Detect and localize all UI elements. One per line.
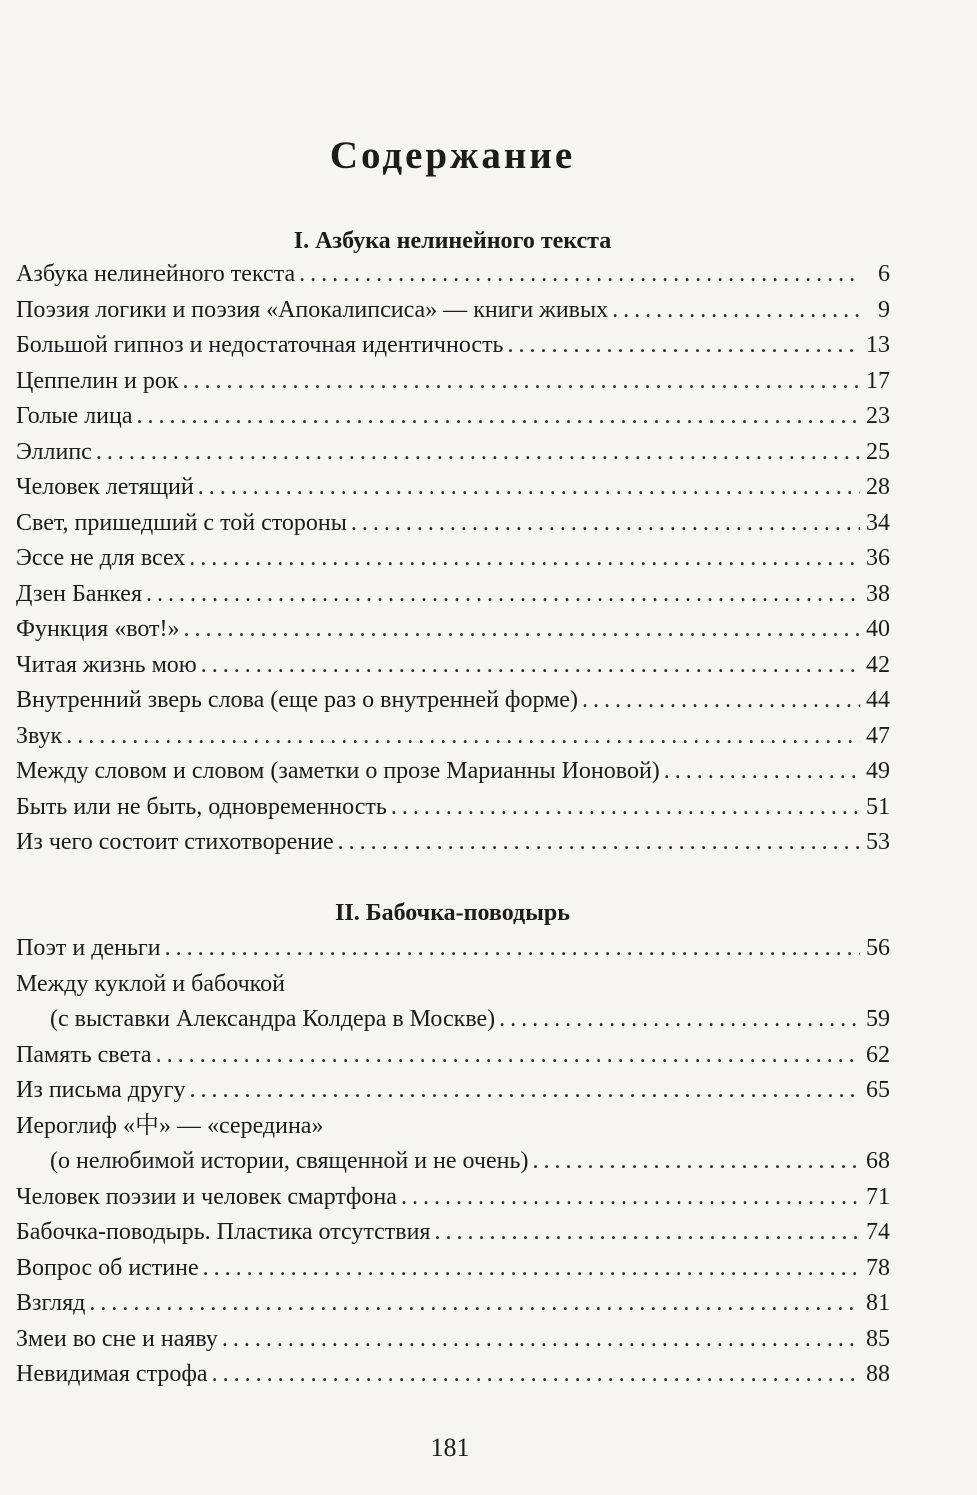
toc-entry-page-number: 68 bbox=[866, 1148, 890, 1174]
toc-entry-page-number: 23 bbox=[866, 403, 890, 429]
dot-leader bbox=[582, 683, 860, 719]
dot-leader bbox=[664, 754, 860, 790]
toc-entry-page-number: 34 bbox=[866, 509, 890, 536]
toc-entry-title: Звук bbox=[16, 722, 63, 749]
toc-entry-row bbox=[16, 1215, 890, 1251]
toc-entry-title: Вопрос об истине bbox=[16, 1254, 199, 1281]
toc-entry-title: Из чего состоит стихотворение bbox=[16, 829, 334, 855]
dot-leader bbox=[89, 1286, 860, 1322]
toc-entry bbox=[16, 257, 890, 293]
toc-entry-row bbox=[16, 1180, 890, 1216]
toc-entry-title: Из письма другу bbox=[16, 1077, 186, 1103]
toc-entry-title: Свет, пришедший с той стороны bbox=[16, 509, 347, 536]
toc-entry-page-number: 56 bbox=[866, 935, 890, 961]
toc-entry-row bbox=[16, 364, 890, 400]
toc-entry-page-number: 6 bbox=[878, 261, 890, 287]
dot-leader bbox=[532, 1144, 860, 1180]
toc-entry-title: Между куклой и бабочкой bbox=[16, 970, 285, 997]
toc-entry bbox=[16, 364, 890, 400]
toc-entry-page-number: 85 bbox=[866, 1325, 890, 1352]
toc-entry bbox=[16, 293, 890, 329]
toc-entry-page-number: 53 bbox=[866, 829, 890, 855]
toc-entry-row bbox=[16, 1286, 890, 1322]
toc-entry bbox=[16, 399, 890, 435]
dot-leader bbox=[351, 506, 860, 542]
dot-leader bbox=[499, 1002, 860, 1038]
toc-entry-row bbox=[16, 577, 890, 613]
toc-entry-row bbox=[16, 1073, 890, 1109]
toc-entry bbox=[16, 328, 890, 364]
toc-entry-row bbox=[16, 257, 890, 293]
toc-entry bbox=[16, 470, 890, 506]
toc-entry-row bbox=[16, 790, 890, 826]
toc-section-list bbox=[16, 931, 890, 1393]
dot-leader bbox=[96, 435, 860, 471]
toc-entry-page-number: 65 bbox=[866, 1077, 890, 1103]
toc-entry-title: Поэт и деньги bbox=[16, 935, 161, 961]
dot-leader bbox=[190, 1073, 860, 1109]
toc-entry-title: Невидимая строфа bbox=[16, 1361, 208, 1387]
toc-entry-row bbox=[16, 1357, 890, 1393]
toc-entry-row bbox=[16, 719, 890, 755]
dot-leader bbox=[137, 399, 860, 435]
toc-entry-page-number: 40 bbox=[866, 616, 890, 642]
toc-entry bbox=[16, 1073, 890, 1109]
toc-entry-title: Функция «вот!» bbox=[16, 616, 180, 642]
toc-entry bbox=[16, 825, 890, 861]
toc-entry-row bbox=[16, 435, 890, 471]
dot-leader bbox=[434, 1215, 860, 1251]
toc-entry bbox=[16, 719, 890, 755]
toc-entry-title: Человек летящий bbox=[16, 474, 194, 500]
toc-entry-title: Внутренний зверь слова (еще раз о внутренней форме) bbox=[16, 687, 578, 713]
toc-entry-page-number: 71 bbox=[866, 1183, 890, 1210]
toc-entry bbox=[16, 541, 890, 577]
toc-entry bbox=[16, 931, 890, 967]
toc-entry-page-number: 13 bbox=[866, 332, 890, 358]
dot-leader bbox=[222, 1322, 860, 1358]
dot-leader bbox=[183, 364, 861, 400]
toc-entry-title: Большой гипноз и недостаточная идентичность bbox=[16, 332, 504, 358]
page-title: Содержание bbox=[329, 134, 576, 177]
toc-entry-page-number: 9 bbox=[878, 296, 890, 323]
toc-entry-row bbox=[16, 506, 890, 542]
toc-entry bbox=[16, 1215, 890, 1251]
toc-entry-subtitle: (о нелюбимой истории, священной и не очень) bbox=[50, 1148, 529, 1174]
toc-entry-row bbox=[16, 1002, 890, 1038]
dot-leader bbox=[212, 1357, 860, 1393]
toc-entry bbox=[16, 683, 890, 719]
toc-entry-row bbox=[16, 399, 890, 435]
toc-entry-page-number: 49 bbox=[866, 758, 890, 784]
toc-entry-row bbox=[16, 683, 890, 719]
toc-entry-row bbox=[16, 293, 890, 329]
dot-leader bbox=[189, 541, 860, 577]
toc-entry-row bbox=[16, 328, 890, 364]
toc-entry-title: Память света bbox=[16, 1041, 152, 1068]
page-number: 181 bbox=[430, 1433, 470, 1462]
toc-entry-title: Эллипс bbox=[16, 438, 92, 465]
toc-entry-title: Бабочка-поводырь. Пластика отсутствия bbox=[16, 1219, 431, 1245]
toc-entry-title: Взгляд bbox=[16, 1290, 86, 1316]
toc-entry bbox=[16, 1180, 890, 1216]
toc-entry-title: Эссе не для всех bbox=[16, 545, 186, 571]
toc-entry-page-number: 44 bbox=[866, 687, 890, 713]
dot-leader bbox=[203, 1251, 860, 1287]
toc-entry-title: Между словом и словом (заметки о прозе Марианны Ионовой) bbox=[16, 758, 660, 784]
section-heading: I. Азбука нелинейного текста bbox=[293, 228, 612, 254]
toc-entry bbox=[16, 967, 890, 1038]
toc-entry-page-number: 25 bbox=[866, 438, 890, 465]
dot-leader bbox=[156, 1038, 860, 1074]
toc-entry-page-number: 59 bbox=[866, 1006, 890, 1032]
toc-entry-row bbox=[16, 931, 890, 967]
toc-entry bbox=[16, 1357, 890, 1393]
toc-entry-row bbox=[16, 754, 890, 790]
toc-entry-page-number: 81 bbox=[866, 1290, 890, 1316]
toc-entry bbox=[16, 1038, 890, 1074]
toc-entry bbox=[16, 577, 890, 613]
toc-entry-row bbox=[16, 1144, 890, 1180]
toc-entry-subtitle: (с выставки Александра Колдера в Москве) bbox=[50, 1006, 496, 1032]
toc-entry bbox=[16, 612, 890, 648]
toc-entry-row bbox=[16, 825, 890, 861]
dot-leader bbox=[165, 931, 860, 967]
toc-entry-title: Человек поэзии и человек смартфона bbox=[16, 1183, 397, 1210]
toc-entry-row bbox=[16, 648, 890, 684]
dot-leader bbox=[201, 648, 860, 684]
toc-entry-page-number: 74 bbox=[866, 1219, 890, 1245]
toc-entry bbox=[16, 1286, 890, 1322]
toc-entry-row bbox=[16, 612, 890, 648]
dot-leader bbox=[508, 328, 861, 364]
dot-leader bbox=[401, 1180, 860, 1216]
toc-entry-title: Цеппелин и рок bbox=[16, 367, 179, 394]
toc-entry bbox=[16, 506, 890, 542]
toc-entry-row bbox=[16, 1322, 890, 1358]
toc-entry-page-number: 17 bbox=[866, 367, 890, 394]
toc-entry-title: Азбука нелинейного текста bbox=[16, 261, 296, 287]
toc-entry bbox=[16, 790, 890, 826]
toc-entry-page-number: 36 bbox=[866, 545, 890, 571]
dot-leader bbox=[299, 257, 860, 293]
toc-entry-row bbox=[16, 1038, 890, 1074]
toc-entry-page-number: 28 bbox=[866, 474, 890, 500]
dot-leader bbox=[146, 577, 860, 613]
dot-leader bbox=[391, 790, 860, 826]
section-heading: II. Бабочка-поводырь bbox=[335, 900, 570, 926]
toc-entry bbox=[16, 435, 890, 471]
toc-entry-page-number: 47 bbox=[866, 722, 890, 749]
toc-entry-page-number: 51 bbox=[866, 793, 890, 820]
toc-entry bbox=[16, 1322, 890, 1358]
toc-entry-title: Змеи во сне и наяву bbox=[16, 1325, 218, 1352]
toc-entry-row bbox=[16, 1251, 890, 1287]
toc-entry bbox=[16, 1109, 890, 1180]
toc-entry-title: Читая жизнь мою bbox=[16, 651, 197, 678]
toc-entry-title: Поэзия логики и поэзия «Апокалипсиса» — книги живых bbox=[16, 296, 609, 323]
dot-leader bbox=[66, 719, 860, 755]
toc-entry bbox=[16, 754, 890, 790]
dot-leader bbox=[338, 825, 860, 861]
toc-entry-row bbox=[16, 541, 890, 577]
toc-entry-page-number: 78 bbox=[866, 1254, 890, 1281]
toc-entry-page-number: 38 bbox=[866, 580, 890, 607]
toc-section-list bbox=[16, 257, 890, 861]
toc-entry-page-number: 42 bbox=[866, 651, 890, 678]
dot-leader bbox=[612, 293, 860, 329]
dot-leader bbox=[198, 470, 860, 506]
toc-entry-title: Быть или не быть, одновременность bbox=[16, 793, 387, 820]
toc-entry-title: Голые лица bbox=[16, 403, 133, 429]
toc-entry-page-number: 88 bbox=[866, 1361, 890, 1387]
dot-leader bbox=[184, 612, 860, 648]
toc-entry-row bbox=[16, 470, 890, 506]
toc-entry-page-number: 62 bbox=[866, 1041, 890, 1068]
toc-entry bbox=[16, 648, 890, 684]
toc-entry bbox=[16, 1251, 890, 1287]
toc-entry-title: Дзен Банкея bbox=[16, 580, 142, 607]
toc-entry-title: Иероглиф «中» — «середина» bbox=[16, 1112, 324, 1139]
